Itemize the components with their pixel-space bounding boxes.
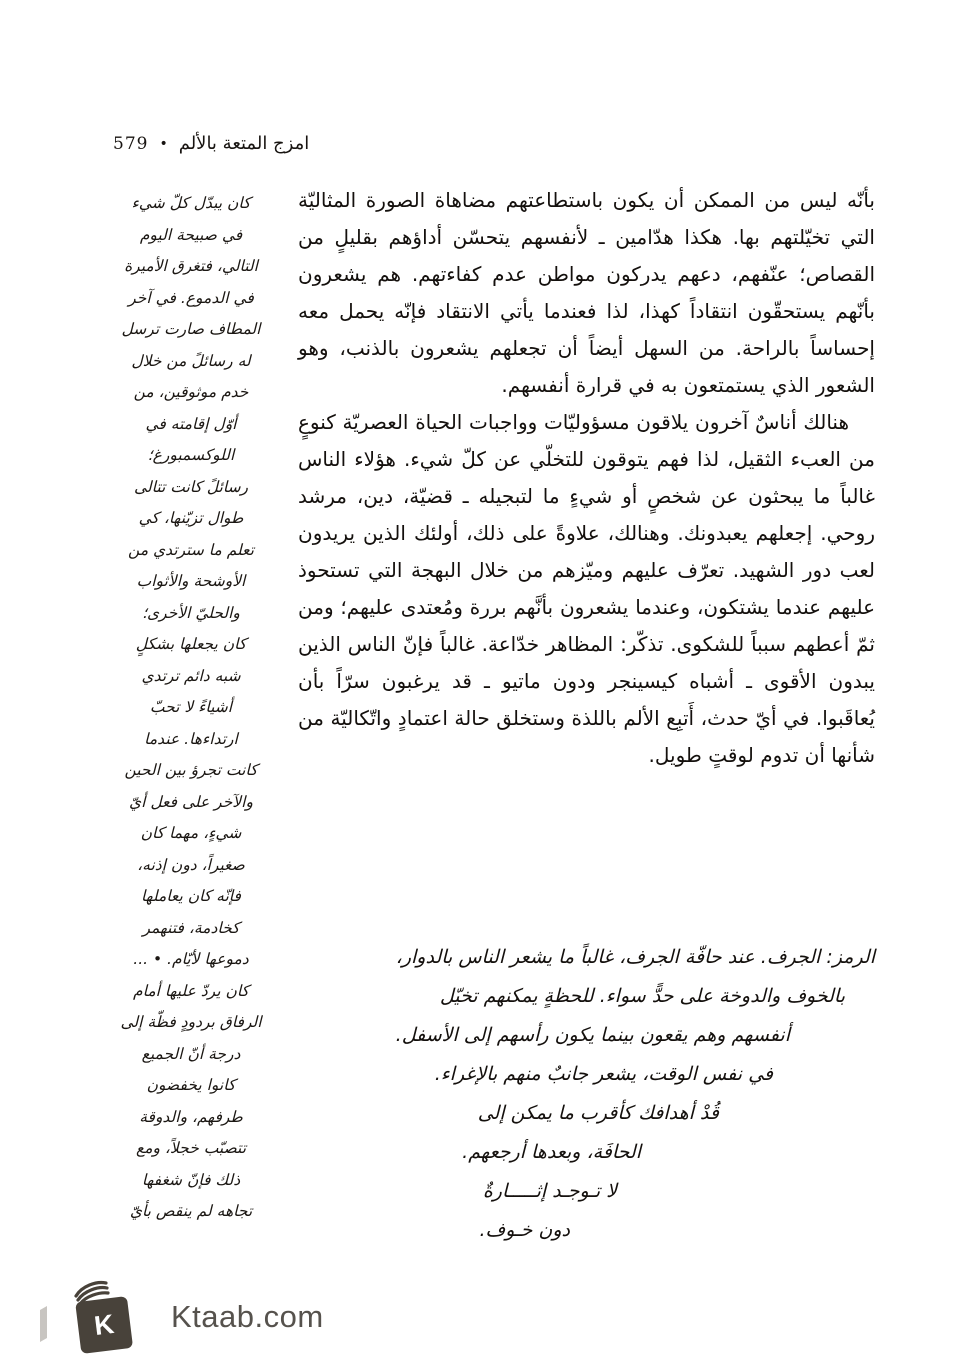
poem-line: قُدْ أهدافك كأقرب ما يمكن إلى	[477, 1102, 719, 1124]
watermark-site-name: Ktaab.com	[171, 1299, 324, 1334]
main-text-block	[298, 182, 875, 774]
paragraph: بأنّه ليس من الممكن أن يكون باستطاعتهم مضاهاة الصورة المثاليّة التي تخيّلتهم بها. هكذا هدّامين ـ لأنفسهم يتحسّن أداؤهم بقليلٍ من القصاص؛ عنّفهم، دعهم يدركون مواطن عدم كفاءتهم. هم يشعرون بأنّهم يستحقّون انتقاداً كهذا، لذا فعندما يأتي الانتقاد فإنّه يحمل معه إحساساً بالراحة. من السهل أيضاً أن تجعلهم يشعرون بالذنب، وهو الشعور الذي يستمتعون به في قرارة أنفسهم.	[298, 188, 875, 397]
margin-quote-line: والحليّ الأخرى؛	[142, 603, 240, 622]
margin-quote-line: الأوشحة والأثواب	[136, 572, 246, 590]
margin-quote-line: خدم موثوقين، من	[133, 383, 249, 401]
margin-quote-line: الرفاق بردودٍ فظّة إلى	[120, 1013, 262, 1031]
header-bullet: •	[159, 135, 168, 152]
watermark-logo	[38, 1280, 324, 1354]
margin-quote-line: كان يردّ عليها أمام	[133, 981, 249, 1000]
margin-quote-line: اللوكسمبورغ؛	[147, 446, 235, 464]
margin-quote-line: في الدموع. في آخر	[128, 288, 254, 307]
poem-line: بالخوف والدوخة على حدًّ سواء. للحظةٍ يمكنهم تخيّل	[439, 985, 845, 1007]
margin-quote-line: درجة أنّ الجميع	[141, 1044, 241, 1063]
margin-quote-line: تعلم ما سترتدي من	[128, 540, 254, 559]
paragraph: هنالك أناسٌ آخرون يلاقون مسؤوليّات وواجبات الحياة العصريّة كنوعٍ من العبء الثقيل، لذا فهم يتوقون للتخلّي عن كلّ شيء. هؤلاء الناس غالباً ما يبحثون عن شخصٍ أو شيءٍ ما لتبجيله ـ قضيّة، دين، مرشد روحي. إجعلهم يعبدونك. وهنالك، علاوةً على ذلك، أولئك الذين يريدون لعب دور الشهيد. تعرّف عليهم وميّزهم من خلال البهجة التي تستحوذ عليهم عندما يشتكون، وعندما يشعرون بأنَّهم بررة ومُعتدى عليهم؛ ومن ثمّ أعطهم سبباً للشكوى. تذكّر: المظاهر خدّاعة. غالباً فإنّ الناس الذين يبدون الأقوى ـ أشباه كيسينجر ودون ماتيو ـ قد يرغبون سرّاً بأن يُعاقَبوا. في أيّ حدث، أَتبِع الألم باللذة وستخلق حالة اعتمادٍ واتّكاليّة من شأنها أن تدوم لوقتٍ طويل.	[298, 410, 875, 767]
margin-quote-line: كان يبدّل كلّ شيء	[131, 194, 251, 212]
margin-quote-line: تتصبّب خجلاً، ومع	[135, 1139, 247, 1157]
running-head	[113, 133, 309, 154]
poem-line: في نفس الوقت، يشعر جانبٌ منهم بالإغراء.	[434, 1063, 773, 1085]
poem-line: لا تـوجـد إثـــــارةٌ	[482, 1180, 617, 1202]
page-number: 579	[113, 133, 149, 154]
margin-quote-line: شبه دائم ترتدي	[141, 666, 241, 685]
margin-quote-line: أشياءً لا تحبّ	[149, 698, 233, 716]
margin-quote-line: له رسائلً من خلال	[131, 351, 251, 370]
margin-quote-line: طرفهم، والدوقة	[139, 1107, 243, 1126]
margin-quote-line: كانت تجرؤ بين الحين	[124, 761, 258, 779]
poem-line: الحافَة، وبعدها أرجعهم.	[462, 1141, 641, 1163]
margin-quote-line: رسائلً كانت تتالى	[133, 477, 249, 496]
poem-line: أنفسهم وهم يقعون بينما يكون رأسهم إلى الأسفل.	[395, 1024, 790, 1046]
margin-quote-line: ارتداءها. عندما	[144, 729, 238, 748]
margin-quote-line: كخادمة، فتنهمر	[142, 918, 240, 937]
margin-quote-line: ذلك فإنّ شغفها	[141, 1170, 241, 1189]
poem-line: الرمز: الجرف. عند حافّة الجرف، غالباً ما يشعر الناس بالدوار،	[395, 946, 875, 968]
margin-quote-line: فإنّه كان يعاملها	[141, 887, 241, 905]
margin-quote-line: والآخر على فعل أيّ	[129, 792, 253, 811]
margin-quote-line: في صبيحة اليوم	[139, 225, 243, 244]
margin-quote-line: المطاف صارت ترسل	[121, 320, 261, 338]
symbol-poem-block	[275, 938, 875, 1250]
margin-quote-line: شيءٍ، مهما كان	[140, 824, 242, 842]
margin-quote-line: التالي، فتغرق الأميرة	[124, 257, 258, 275]
chapter-title: امزج المتعة بالألم	[178, 133, 310, 154]
margin-quote-line: طوال تزيّنها، كي	[138, 509, 244, 527]
margin-quote-line: تجاهه لم ينقص بأيّ	[129, 1202, 253, 1220]
margin-quote-column	[93, 188, 289, 1228]
margin-quote-line: دموعها لأيّام. • ...	[133, 950, 249, 968]
logo-letter: K	[92, 1308, 116, 1342]
margin-quote-line: أوّل إقامته في	[145, 414, 237, 433]
margin-quote-line: كانوا يخفضون	[146, 1076, 236, 1094]
margin-quote-line: صغيراً، دون إذنه،	[137, 855, 245, 874]
poem-line: دون خـوف.	[479, 1219, 570, 1241]
open-book-icon	[38, 1280, 156, 1354]
margin-quote-line: كان يجعلها بشكلٍ	[135, 635, 247, 653]
